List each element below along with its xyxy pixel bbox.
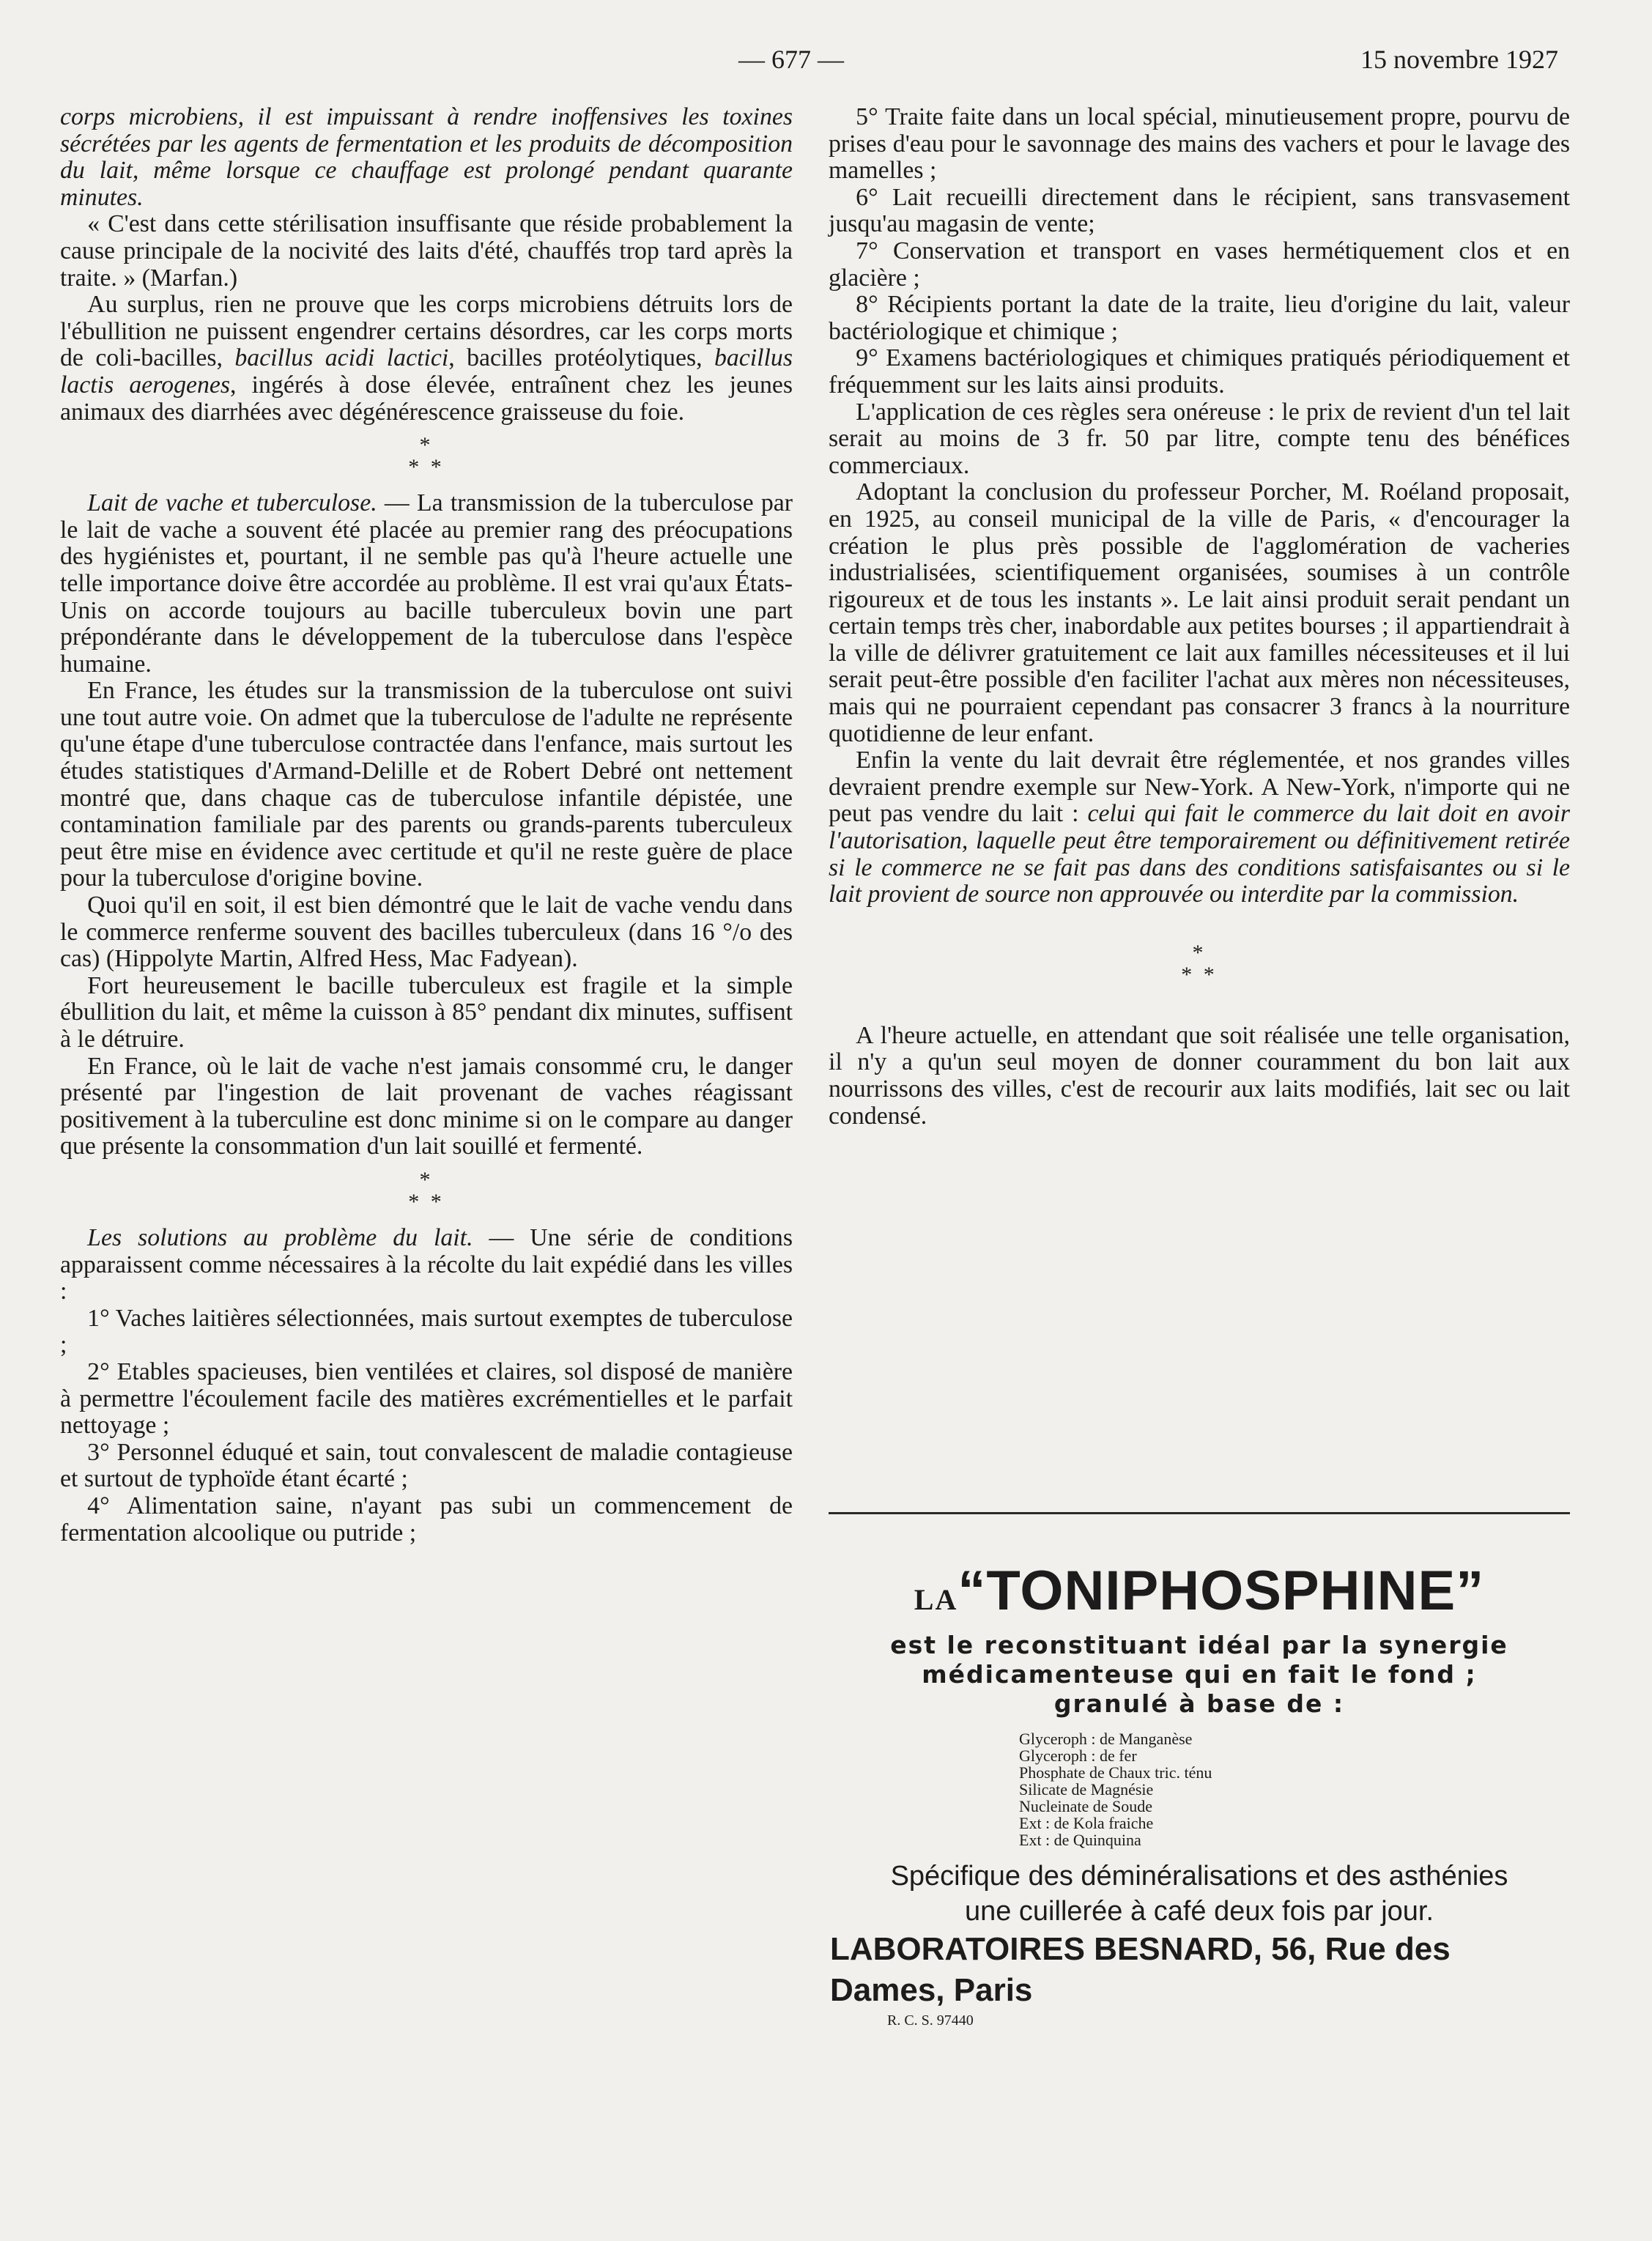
ingredient-list — [1019, 1730, 1570, 1848]
text-run: celui qui fait le commerce du lait doit en avoir l'autorisation, laquelle peut être temporairement ou définitivement retirée si le commerce ne se fait pas dans des conditions satisfaisantes ou si le lait provient de source non approuvée ou interdite par la commission. — [829, 800, 1570, 908]
list-item: 4° Alimentation saine, n'ayant pas subi un commencement de fermentation alcoolique ou putride ; — [60, 1492, 793, 1547]
ingredient: Glyceroph : de fer — [1019, 1747, 1137, 1765]
ad-registration: R. C. S. 97440 — [887, 2012, 974, 2029]
ingredient: Phosphate de Chaux tric. ténu — [1019, 1763, 1212, 1782]
list-item: 1° Vaches laitières sélectionnées, mais surtout exemptes de tuberculose ; — [60, 1304, 793, 1359]
separator-stars: * * — [1181, 962, 1218, 987]
paragraph: L'application de ces règles sera onéreuse : le prix de revient d'un tel lait serait au moins de 3 fr. 50 par litre, compte tenu des bénéfices commerciaux. — [829, 398, 1570, 479]
spacer — [829, 998, 1570, 1023]
separator-star: * — [1192, 940, 1207, 965]
page-header — [0, 44, 1652, 88]
paragraph: En France, où le lait de vache n'est jamais consommé cru, le danger présenté par l'ingestion de lait provenant de vaches réagissant positivement à la tuberculine est donc minime si on le compare au danger que présente la consommation d'un lait souillé et fermenté. — [60, 1052, 793, 1160]
text-run: bacillus lactis aerogenes — [60, 344, 793, 399]
list-item: 5° Traite faite dans un local spécial, minutieusement propre, pourvu de prises d'eau pour le savonnage des mains des vachers et pour le lavage des mamelles ; — [829, 103, 1570, 185]
list-item: 7° Conservation et transport en vases hermétiquement clos et en glacière ; — [829, 237, 1570, 292]
paragraph — [60, 292, 793, 426]
text-run: , ingérés à dose élevée, entraînent chez les jeunes animaux des diarrhées avec dégénérescence graisseuse du foie. — [60, 371, 793, 426]
advertisement — [829, 1560, 1570, 2030]
ad-prefix: LA — [914, 1583, 958, 1616]
section-separator — [60, 434, 793, 478]
list-item: 9° Examens bactériologiques et chimiques pratiqués périodiquement et fréquemment sur les laits ainsi produits. — [829, 344, 1570, 399]
section-title: Les solutions au problème du lait. — [87, 1223, 473, 1251]
paragraph: Adoptant la conclusion du professeur Porcher, M. Roéland proposait, en 1925, au conseil municipal de la ville de Paris, « d'encourager la création le plus près possible de l'agglomération de vacheries industrialisées, scientifiquement organisées, soumises à un contrôle rigoureux et de tous les instants ». Le lait ainsi produit serait pendant un certain temps très cher, inabordable aux petites bourses ; il appartiendrait à la ville de délivrer gratuitement ce lait aux familles nécessiteuses et il lui serait peut-être possible d'en faciliter l'achat aux mères non nécessiteuses, mais qui ne pourraient cependant pas consacrer 3 francs à la nourriture quotidienne de leur enfant. — [829, 478, 1570, 747]
paragraph: corps microbiens, il est impuissant à rendre inoffensives les toxines sécrétées par les agents de fermentation et les produits de décomposition du lait, même lorsque ce chauffage est prolongé pendant quarante minutes. — [60, 103, 793, 211]
ingredient: Ext : de Quinquina — [1019, 1831, 1141, 1849]
separator-stars: * * — [408, 1189, 445, 1214]
ad-brand: “TONIPHOSPHINE” — [958, 1560, 1485, 1622]
paragraph: Quoi qu'il en soit, il est bien démontré que le lait de vache vendu dans le commerce renferme souvent des bacilles tuberculeux (dans 16 °/o des cas) (Hippolyte Martin, Alfred Hess, Mac Fadyean). — [60, 892, 793, 973]
text-run: — La transmission de la tuberculose par le lait de vache a souvent été placée au premier rang des préocupations des hygiénistes et, pourtant, il ne semble pas qu'à l'heure actuelle une telle importance doive être accordée au problème. Il est vrai qu'aux États-Unis on accorde toujours au bacille tuberculeux bovin une part prépondérante dans le développement de la tuberculose dans l'espèce humaine. — [60, 489, 793, 678]
page-number: — 677 — — [738, 45, 844, 74]
ad-tagline: granulé à base de : — [1053, 1689, 1345, 1718]
list-item: 6° Lait recueilli directement dans le récipient, sans transvasement jusqu'au magasin de vente; — [829, 183, 1570, 238]
list-item: 3° Personnel éduqué et sain, tout convalescent de maladie contagieuse et surtout de typhoïde étant écarté ; — [60, 1438, 793, 1493]
paragraph — [60, 1225, 793, 1305]
text-run: , bacilles protéolytiques, — [448, 344, 714, 372]
ad-laboratory: LABORATOIRES BESNARD, 56, Rue des Dames, Paris — [830, 1931, 1451, 2008]
paragraph: A l'heure actuelle, en attendant que soit réalisée une telle organisation, il n'y a qu'un seul moyen de donner couramment du bon lait aux nourrissons des villes, c'est de recourir aux laits modifiés, lait sec ou lait condensé. — [829, 1021, 1570, 1130]
paragraph: En France, les études sur la transmission de la tuberculose ont suivi une tout autre voie. On admet que la tuberculose de l'adulte ne représente qu'une étape d'une tuberculose contractée dans l'enfance, mais surtout les études statistiques d'Armand-Delille et de Robert Debré ont nettement montré que, dans chaque cas de tuberculose infantile dépistée, une contamination familiale par des parents ou grands-parents tuberculeux peut être mise en évidence avec certitude et qu'il ne reste guère de place pour la tuberculose d'origine bovine. — [60, 677, 793, 892]
ad-tagline: est le reconstituant idéal par la synergie — [890, 1631, 1508, 1659]
text-run: Au surplus, rien ne prouve que les corps microbiens détruits lors de l'ébullition ne puissent engendrer certains désordres, car les corps morts de coli-bacilles, — [60, 291, 793, 372]
paragraph: Fort heureusement le bacille tuberculeux est fragile et la simple ébullition du lait, et même la cuisson à 85° pendant dix minutes, suffisent à le détruire. — [60, 971, 793, 1053]
ingredient: Nucleinate de Soude — [1019, 1797, 1153, 1815]
ad-tagline: médicamenteuse qui en fait le fond ; — [922, 1660, 1477, 1689]
text-run: — Une série de conditions apparaissent comme nécessaires à la récolte du lait expédié dans les villes : — [60, 1223, 793, 1305]
ingredient: Ext : de Kola fraiche — [1019, 1814, 1154, 1832]
ad-specification: Spécifique des déminéralisations et des asthénies — [890, 1861, 1508, 1892]
list-item: 8° Récipients portant la date de la traite, lieu d'origine du lait, valeur bactériologique et chimique ; — [829, 291, 1570, 345]
section-separator — [829, 942, 1570, 986]
separator-star: * — [419, 1167, 434, 1192]
spacer — [829, 908, 1570, 933]
text-run: bacillus acidi lactici — [234, 344, 449, 372]
ingredient: Glyceroph : de Manganèse — [1019, 1730, 1193, 1748]
right-column — [829, 104, 1570, 1130]
ingredient: Silicate de Magnésie — [1019, 1780, 1154, 1799]
separator-stars: * * — [408, 455, 445, 480]
paragraph: « C'est dans cette stérilisation insuffisante que réside probablement la cause principale de la nocivité des laits d'été, chauffés trop tard après la traite. » (Marfan.) — [60, 210, 793, 292]
list-item: 2° Etables spacieuses, bien ventilées et claires, sol disposé de manière à permettre l'écoulement facile des matières excrémentielles et le parfait nettoyage ; — [60, 1357, 793, 1440]
ad-brand-title — [829, 1560, 1570, 1631]
separator-star: * — [419, 433, 434, 458]
divider — [829, 1512, 1570, 1514]
paragraph — [60, 490, 793, 678]
issue-date: 15 novembre 1927 — [1360, 45, 1558, 74]
section-separator — [60, 1169, 793, 1213]
left-column — [60, 104, 793, 1547]
ad-dosage: une cuillerée à café deux fois par jour. — [964, 1896, 1434, 1927]
section-title: Lait de vache et tuberculose. — [87, 489, 377, 517]
paragraph — [829, 747, 1570, 908]
text-run: Enfin la vente du lait devrait être réglementée, et nos grandes villes devraient prendre exemple sur New-York. A New-York, n'importe qui ne peut pas vendre du lait : — [829, 747, 1570, 828]
